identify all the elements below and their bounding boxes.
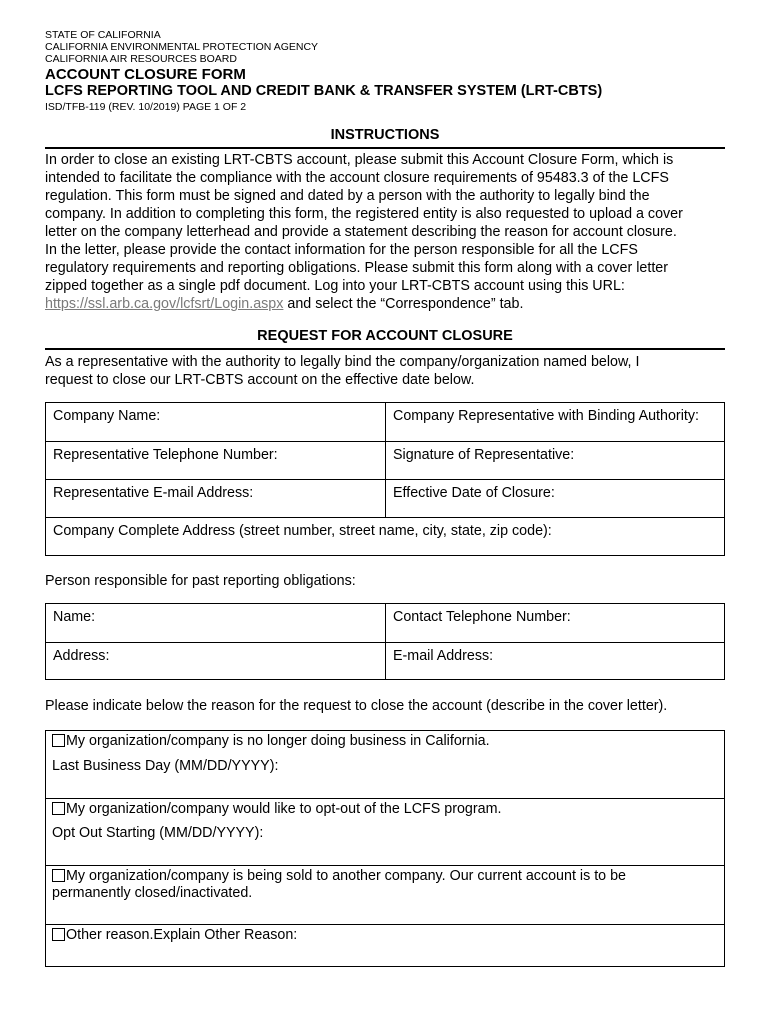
agency-line-calepa: CALIFORNIA ENVIRONMENTAL PROTECTION AGENCY: [45, 41, 319, 53]
past-reporting-label: Person responsible for past reporting obligations:: [45, 573, 356, 589]
instructions-line: In order to close an existing LRT-CBTS account, please submit this Account Closure Form, which is: [45, 152, 674, 168]
request-intro: [45, 353, 735, 389]
effective-date-field[interactable]: Effective Date of Closure:: [386, 480, 725, 518]
form-number: ISD/TFB-119 (REV. 10/2019) PAGE 1 OF 2: [45, 101, 247, 113]
form-title: ACCOUNT CLOSURE FORM: [45, 66, 246, 83]
reasons-box: [45, 730, 725, 967]
reason-opt-out-checkbox[interactable]: [52, 802, 65, 815]
reason-sold-checkbox[interactable]: [52, 869, 65, 882]
reason-no-business-text: My organization/company is no longer doing business in California.: [66, 733, 490, 749]
agency-line-carb: CALIFORNIA AIR RESOURCES BOARD: [45, 53, 237, 65]
reason-opt-out: [46, 799, 724, 865]
opt-out-starting-field[interactable]: Opt Out Starting (MM/DD/YYYY):: [52, 825, 264, 841]
request-fields-table: [45, 402, 725, 556]
responsible-address-field[interactable]: Address:: [46, 643, 386, 680]
instructions-url-line: [45, 295, 735, 313]
company-address-field[interactable]: Company Complete Address (street number, street name, city, state, zip code):: [46, 518, 725, 556]
reasons-label: Please indicate below the reason for the request to close the account (describe in the cover letter).: [45, 698, 668, 714]
instructions-line: company. In addition to completing this form, the registered entity is also requested to upload a cover: [45, 206, 683, 222]
instructions-text: [45, 151, 735, 313]
request-heading: REQUEST FOR ACCOUNT CLOSURE: [257, 328, 513, 344]
signature-field[interactable]: Signature of Representative:: [386, 442, 725, 480]
request-intro-line: As a representative with the authority to legally bind the company/organization named below, I: [45, 354, 640, 370]
company-name-field[interactable]: Company Name:: [46, 403, 386, 442]
instructions-line: In the letter, please provide the contact information for the person responsible for all the LCFS: [45, 242, 638, 258]
reason-other-checkbox[interactable]: [52, 928, 65, 941]
responsible-name-field[interactable]: Name:: [46, 604, 386, 643]
reason-sold-text: My organization/company is being sold to another company. Our current account is to be: [66, 868, 626, 884]
reason-no-business-checkbox[interactable]: [52, 734, 65, 747]
past-reporting-table: [45, 603, 725, 680]
request-intro-line: request to close our LRT-CBTS account on the effective date below.: [45, 372, 475, 388]
reason-other: [46, 925, 724, 966]
instructions-line: regulatory requirements and reporting obligations. Please submit this form along with a cover letter: [45, 260, 669, 276]
rep-phone-field[interactable]: Representative Telephone Number:: [46, 442, 386, 480]
instructions-url-suffix: and select the “Correspondence” tab.: [283, 296, 524, 312]
instructions-divider: [45, 147, 725, 149]
reason-other-text[interactable]: Other reason.Explain Other Reason:: [66, 927, 298, 943]
instructions-line: letter on the company letterhead and provide a statement describing the reason for account closure.: [45, 224, 677, 240]
form-subtitle: LCFS REPORTING TOOL AND CREDIT BANK & TRANSFER SYSTEM (LRT-CBTS): [45, 83, 603, 99]
request-divider: [45, 348, 725, 350]
reason-sold-continuation: permanently closed/inactivated.: [52, 885, 253, 901]
company-rep-field[interactable]: Company Representative with Binding Authority:: [386, 403, 725, 442]
agency-line-state: STATE OF CALIFORNIA: [45, 29, 161, 41]
instructions-line: intended to facilitate the compliance with the account closure requirements of 95483.3 of the LCFS: [45, 170, 669, 186]
reason-opt-out-text: My organization/company would like to opt-out of the LCFS program.: [66, 801, 502, 817]
instructions-heading: INSTRUCTIONS: [330, 127, 440, 143]
responsible-email-field[interactable]: E-mail Address:: [386, 643, 725, 680]
last-business-day-field[interactable]: Last Business Day (MM/DD/YYYY):: [52, 758, 279, 774]
rep-email-field[interactable]: Representative E-mail Address:: [46, 480, 386, 518]
reason-sold: [46, 866, 724, 924]
instructions-line: zipped together as a single pdf document. Log into your LRT-CBTS account using this URL:: [45, 278, 625, 294]
instructions-line: regulation. This form must be signed and dated by a person with the authority to legally bind the: [45, 188, 650, 204]
login-url-link[interactable]: https://ssl.arb.ca.gov/lcfsrt/Login.aspx: [45, 296, 284, 312]
reason-no-business: [46, 731, 724, 798]
contact-phone-field[interactable]: Contact Telephone Number:: [386, 604, 725, 643]
